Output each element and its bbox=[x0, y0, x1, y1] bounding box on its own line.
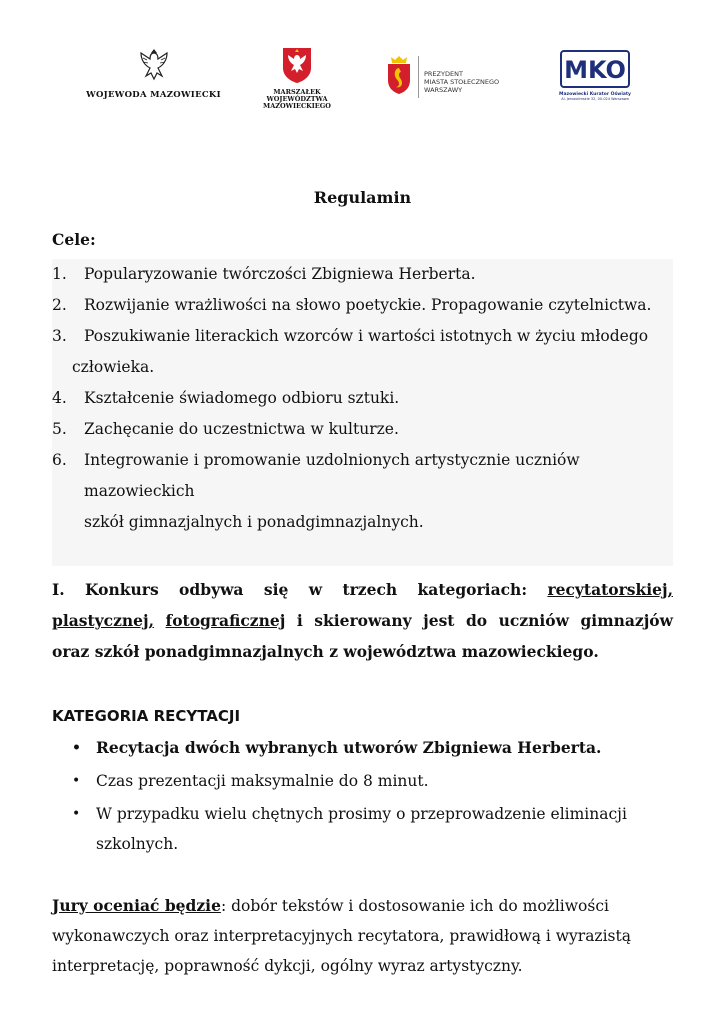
prezydent-caption-line2: MIASTA STOŁECZNEGO WARSZAWY bbox=[424, 78, 500, 94]
logo-bar bbox=[0, 40, 725, 120]
mko-caption-line1: Mazowiecki Kurator Oświaty bbox=[559, 92, 631, 97]
mko-wordmark-icon bbox=[560, 50, 630, 88]
goal-item-continuation bbox=[52, 352, 673, 383]
jury-paragraph bbox=[52, 891, 673, 981]
goal-item bbox=[52, 445, 673, 507]
logo-separator bbox=[418, 56, 419, 98]
marszalek-caption-line1: MARSZAŁEK bbox=[273, 88, 321, 96]
list-item bbox=[52, 733, 673, 763]
list-item-text: Czas prezentacji maksymalnie do 8 minut. bbox=[96, 772, 429, 790]
list-item-text: W przypadku wielu chętnych prosimy o przeprowadzenie eliminacji szkolnych. bbox=[96, 805, 627, 853]
wojewoda-caption: WOJEWODA MAZOWIECKI bbox=[86, 90, 221, 100]
prezydent-logo bbox=[386, 54, 536, 102]
bullet-icon: • bbox=[72, 740, 81, 756]
goal-number: 3. bbox=[52, 327, 67, 345]
goal-item bbox=[52, 290, 673, 321]
section-i-paragraph bbox=[52, 574, 673, 667]
mko-caption-line2: Al. Jerozolimskie 32, 00-024 Warszawa bbox=[561, 97, 629, 101]
document-body bbox=[52, 185, 673, 981]
category-rules-list bbox=[52, 733, 673, 859]
goal-text-continuation: szkół gimnazjalnych i ponadgimnazjalnych. bbox=[84, 513, 424, 531]
goal-text: Kształcenie świadomego odbioru sztuki. bbox=[84, 389, 400, 407]
page-title: Regulamin bbox=[313, 188, 412, 207]
mazovia-coat-of-arms-icon bbox=[280, 46, 314, 84]
goal-item bbox=[52, 383, 673, 414]
goal-text: Rozwijanie wrażliwości na słowo poetyckie. Propagowanie czytelnictwa. bbox=[84, 296, 652, 314]
goal-number: 5. bbox=[52, 420, 67, 438]
marszalek-logo bbox=[238, 46, 356, 110]
mko-logo bbox=[556, 50, 634, 101]
bullet-icon: • bbox=[72, 773, 81, 789]
goal-number: 4. bbox=[52, 389, 67, 407]
prezydent-caption-line1: PREZYDENT bbox=[424, 70, 463, 78]
goal-number: 6. bbox=[52, 451, 67, 469]
goal-number: 2. bbox=[52, 296, 67, 314]
goal-text: Popularyzowanie twórczości Zbigniewa Herberta. bbox=[84, 265, 476, 283]
jury-text: : dobór tekstów i dostosowanie ich do możliwości wykonawczych oraz interpretacyjnych recytatora, prawidłową i wyrazistą interpretację, poprawność dykcji, ogólny wyraz artystyczny. bbox=[52, 897, 631, 975]
goal-text-continuation: człowieka. bbox=[72, 358, 155, 376]
category-heading: KATEGORIA RECYTACJI bbox=[52, 707, 241, 725]
wojewoda-logo bbox=[86, 46, 221, 100]
goal-item bbox=[52, 414, 673, 445]
goal-text: Poszukiwanie literackich wzorców i wartości istotnych w życiu młodego bbox=[84, 327, 649, 345]
list-item bbox=[52, 766, 673, 796]
prezydent-caption bbox=[424, 70, 536, 94]
goal-item-continuation bbox=[52, 507, 673, 538]
mko-letters: MKO bbox=[564, 56, 626, 84]
goals-list bbox=[52, 259, 673, 566]
bullet-icon: • bbox=[72, 806, 81, 822]
goal-number: 1. bbox=[52, 265, 67, 283]
marszalek-caption bbox=[238, 89, 356, 110]
goal-item bbox=[52, 321, 673, 352]
goal-text: Integrowanie i promowanie uzdolnionych artystycznie uczniów mazowieckich bbox=[84, 451, 580, 500]
goal-item bbox=[52, 259, 673, 290]
category-photo-label: fotograficznej bbox=[165, 611, 286, 630]
list-item-text: Recytacja dwóch wybranych utworów Zbigniewa Herberta. bbox=[96, 738, 602, 757]
list-item bbox=[52, 799, 673, 859]
category-art-label: plastycznej, bbox=[52, 611, 155, 630]
section-i-prefix: I. Konkurs odbywa się w trzech kategoriach: bbox=[52, 580, 548, 599]
eagle-emblem-icon bbox=[137, 46, 171, 84]
goal-text: Zachęcanie do uczestnictwa w kulturze. bbox=[84, 420, 399, 438]
section-i-suffix: i skierowany jest do uczniów gimnazjów oraz szkół ponadgimnazjalnych z województwa mazowieckiego. bbox=[52, 611, 673, 661]
goals-heading: Cele: bbox=[52, 230, 96, 249]
warsaw-coat-of-arms-icon bbox=[386, 54, 412, 98]
category-recitation-label: recytatorskiej, bbox=[547, 580, 673, 599]
jury-label: Jury oceniać będzie bbox=[52, 896, 221, 915]
marszalek-caption-line2: WOJEWÓDZTWA MAZOWIECKIEGO bbox=[263, 95, 331, 110]
